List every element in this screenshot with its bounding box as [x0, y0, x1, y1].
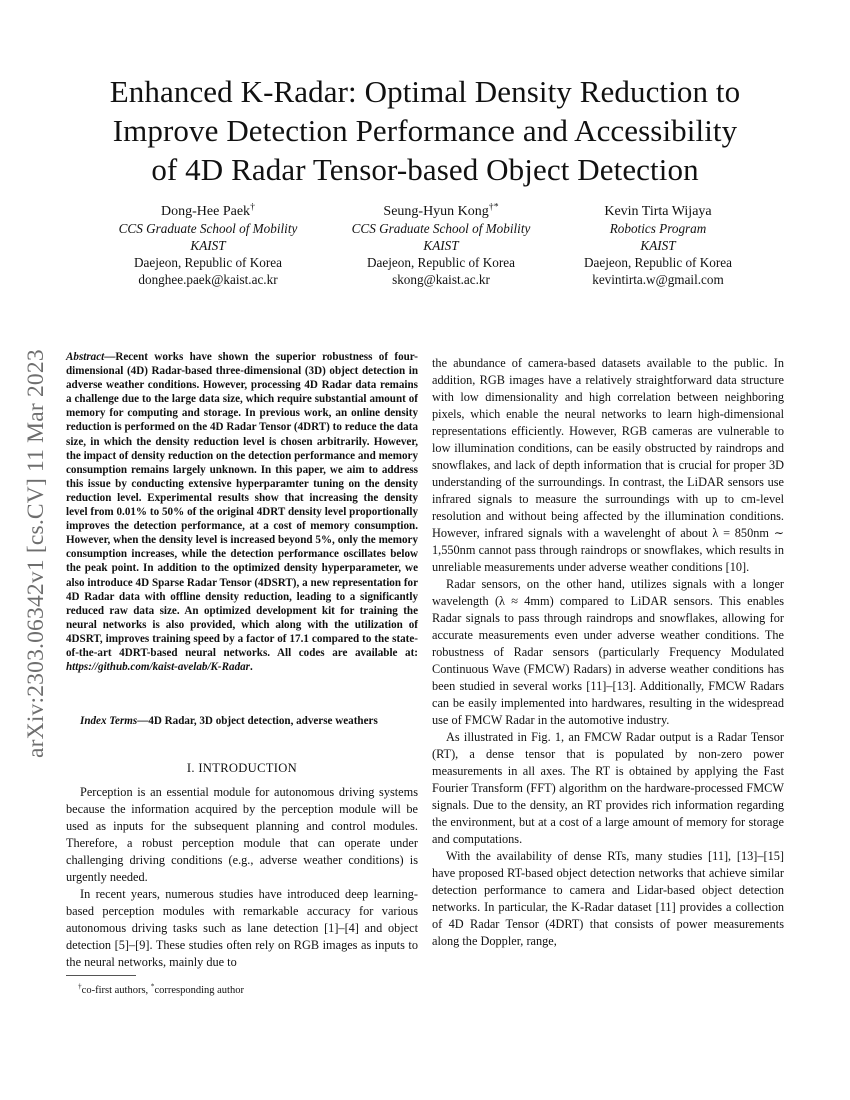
footnote: [78, 981, 244, 996]
paper-title: [40, 72, 810, 189]
paragraph: Perception is an essential module for autonomous driving systems because the information acquired by the perception module will be used as inputs for the subsequent planning and control modules. Therefore, a robust perception module that can operate under challenging driving conditions (e.g., adverse weather conditions) is urgently needed.: [66, 785, 418, 884]
right-column-body: [432, 355, 784, 950]
author-1: [83, 203, 333, 288]
author-email[interactable]: donghee.paek@kaist.ac.kr: [138, 272, 278, 287]
author-email[interactable]: kevintirta.w@gmail.com: [592, 272, 724, 287]
paragraph: Radar sensors, on the other hand, utilizes signals with a longer wavelength (λ ≈ 4mm) compared to LiDAR sensors. This enables Radar signals to pass through raindrops and snowflakes, allowing for accurate measurements even under adverse weather conditions. The robustness of Radar sensors (particularly Frequency Modulated Continuous Wave (FMCW) Radars) in adverse weather conditions has been studied in several works [11]–[13]. Additionally, FMCW Radars can be easily implemented into hardwares, resulting in the widespread use of FMCW Radar in the automotive industry.: [432, 577, 784, 727]
index-terms: [66, 714, 418, 728]
author-email[interactable]: skong@kaist.ac.kr: [392, 272, 490, 287]
index-terms-label: Index Terms: [80, 715, 138, 727]
abstract-text: —Recent works have shown the superior robustness of four-dimensional (4D) Radar-based three-dimensional (3D) object detection in adverse weather conditions. However, processing 4D Radar data remains a challenge due to the large data size, which require substantial amount of memory for computing and storage. In previous work, an online density reduction is performed on the 4D Radar Tensor (4DRT) to reduce the data size, in which the density reduction level is chosen arbitrarily. However, the impact of density reduction on the detection performance and memory consumption remains largely unknown. In this paper, we aim to address this issue by conducting extensive hyperparamter tuning on the density reduction level. Experimental results show that increasing the density level from 0.01% to 50% of the original 4DRT density level proportionally improves the detection performance, at a cost of memory consumption. However, when the density level is increased beyond 5%, only the memory consumption increases, while the detection performance oscillates below the peak point. In addition to the optimized density hyperparameter, we also introduce 4D Sparse Radar Tensor (4DSRT), a new representation for 4D Radar data with offline density reduction, leading to a significantly reduced raw data size. An optimized development kit for training the neural networks is also provided, which along with the utilization of 4DSRT, improves training speed by a factor of 17.1 compared to the state-of-the-art 4DRT-based neural networks. All codes are available at:: [66, 351, 418, 659]
author-inst: KAIST: [640, 238, 676, 253]
left-column-body: [66, 784, 418, 971]
abstract-end: .: [249, 661, 253, 674]
author-3: [533, 203, 783, 288]
code-link[interactable]: https://github.com/kaist-avelab/K-Radar: [66, 661, 250, 674]
paragraph: the abundance of camera-based datasets available to the public. In addition, RGB images have a relatively straightforward data structure with low dimensionality and high correlation between neighboring pixels, which enable the neural networks to learn high-dimensional representations efficiently. However, RGB cameras are vulnerable to low illumination conditions, can be easily obstructed by raindrops and snowflakes, and lack of depth information that is crucial for proper 3D understanding of the surroundings. In contrast, the LiDAR sensors use infrared signals to measure the surroundings with up to cm-level resolution and without being affected by the illumination conditions. However, infrared signals with a wavelenght of about λ = 850nm ∼ 1,550nm cannot pass through raindrops or snowflakes, which results in unreliable measurements under adverse weather conditions [10].: [432, 356, 784, 574]
author-dept: CCS Graduate School of Mobility: [118, 221, 298, 236]
abstract: [66, 350, 418, 674]
footnote-mark: *: [150, 981, 155, 991]
title-line: Enhanced K-Radar: Optimal Density Reduction to: [109, 74, 741, 109]
author-dept: CCS Graduate School of Mobility: [351, 221, 531, 236]
title-line: of 4D Radar Tensor-based Object Detection: [151, 152, 699, 187]
author-mark: †*: [488, 201, 499, 213]
paragraph: As illustrated in Fig. 1, an FMCW Radar output is a Radar Tensor (RT), a dense tensor that is populated by non-zero power measurements in all axes. The RT is obtained by applying the Fast Fourier Transform (FFT) algorithm on the hardware-processed FMCW signals. Due to the density, an RT provides rich information regarding the environment, but at a cost of a large amount of memory for storage and computations.: [432, 730, 784, 846]
author-name: Seung-Hyun Kong: [383, 204, 489, 219]
author-mark: †: [250, 201, 255, 213]
abstract-label: Abstract: [66, 351, 105, 363]
paragraph: In recent years, numerous studies have introduced deep learning-based perception modules with remarkable accuracy for various autonomous driving tasks such as lane detection [1]–[4] and object detection [5]–[9]. These studies often rely on RGB images as inputs to the neural networks, mainly due to: [66, 887, 418, 969]
author-name: Kevin Tirta Wijaya: [604, 204, 712, 219]
author-inst: KAIST: [423, 238, 459, 253]
arxiv-stamp: arXiv:2303.06342v1 [cs.CV] 11 Mar 2023: [23, 349, 49, 758]
paragraph: With the availability of dense RTs, many studies [11], [13]–[15] have proposed RT-based object detection networks that achieve similar detection performance to camera and Lidar-based object detection networks. In particular, the K-Radar dataset [11] provides a collection of 4D Radar Tensor (4DRT) that consists of power measurements along the Doppler, range,: [432, 849, 784, 948]
author-2: [316, 203, 566, 288]
section-heading: I. INTRODUCTION: [186, 761, 298, 775]
author-location: Daejeon, Republic of Korea: [584, 255, 732, 270]
author-inst: KAIST: [190, 238, 226, 253]
footnote-rule: [66, 975, 136, 976]
author-dept: Robotics Program: [609, 221, 707, 236]
author-name: Dong-Hee Paek: [161, 204, 251, 219]
footnote-mark: †: [78, 981, 82, 991]
author-location: Daejeon, Republic of Korea: [134, 255, 282, 270]
footnote-text: co-first authors,: [81, 985, 151, 996]
index-terms-text: —4D Radar, 3D object detection, adverse weathers: [137, 715, 378, 727]
author-location: Daejeon, Republic of Korea: [367, 255, 515, 270]
title-line: Improve Detection Performance and Accessibility: [112, 113, 738, 148]
footnote-text: corresponding author: [154, 985, 244, 996]
